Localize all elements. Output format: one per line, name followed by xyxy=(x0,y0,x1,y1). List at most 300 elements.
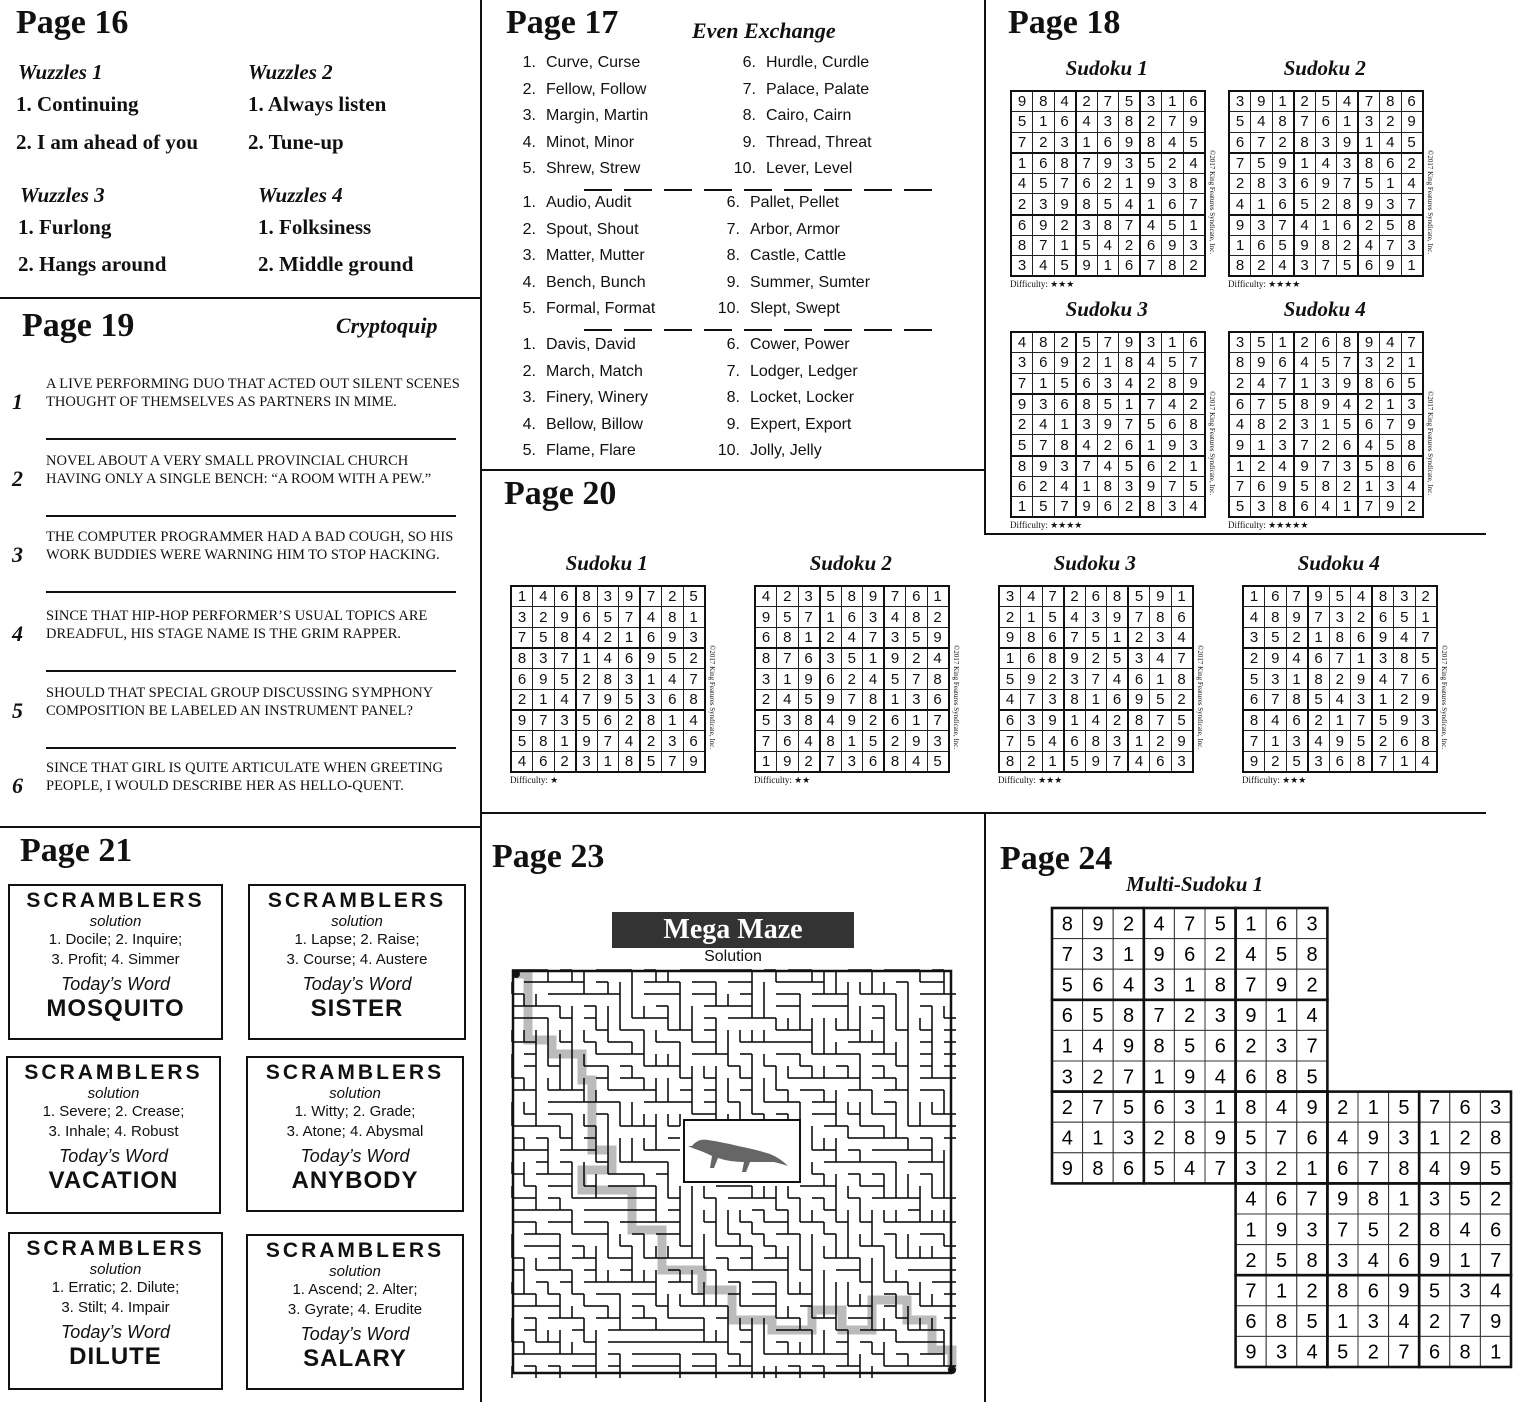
sudoku-cell: 6 xyxy=(798,648,820,669)
sudoku-cell: 1 xyxy=(1380,394,1402,415)
multi-sudoku-digit: 2 xyxy=(1398,1219,1410,1242)
sudoku-cell: 6 xyxy=(841,607,863,628)
separator-dash xyxy=(704,189,732,191)
multi-sudoku-digit: 7 xyxy=(1092,1096,1104,1119)
even-exchange-item xyxy=(502,54,640,72)
todays-word-label: Today’s Word xyxy=(300,1324,410,1344)
multi-sudoku-digit: 1 xyxy=(1490,1341,1502,1364)
sudoku-cell: 4 xyxy=(640,607,662,628)
sudoku-cell: 6 xyxy=(1251,235,1273,256)
sudoku-cell: 9 xyxy=(1380,256,1402,277)
sudoku-cell: 6 xyxy=(1119,435,1141,456)
sudoku-cell: 7 xyxy=(1042,586,1064,607)
sudoku-cell: 5 xyxy=(798,689,820,710)
sudoku-cell: 9 xyxy=(1415,689,1437,710)
sudoku-cell: 6 xyxy=(1021,648,1043,669)
sudoku-cell: 5 xyxy=(1097,194,1119,215)
sudoku-cell: 2 xyxy=(533,607,555,628)
multi-sudoku-digit: 3 xyxy=(1490,1096,1502,1119)
sudoku-cell: 9 xyxy=(755,607,777,628)
sudoku-cell: 3 xyxy=(1021,710,1043,731)
multi-sudoku-digit: 9 xyxy=(1245,1341,1257,1364)
sudoku-cell: 8 xyxy=(1380,456,1402,477)
sudoku-cell: 8 xyxy=(777,627,799,648)
sudoku-row xyxy=(755,627,949,648)
sudoku-cell: 8 xyxy=(1076,394,1098,415)
sudoku-cell: 1 xyxy=(1272,332,1294,353)
sudoku-cell: 9 xyxy=(1033,215,1055,236)
sudoku-cell: 9 xyxy=(1272,153,1294,174)
sudoku-cell: 1 xyxy=(1272,91,1294,112)
sudoku-cell: 9 xyxy=(1076,497,1098,518)
page-21-panel xyxy=(0,828,480,1402)
sudoku-cell: 7 xyxy=(640,586,662,607)
sudoku-cell: 9 xyxy=(1380,497,1402,518)
sudoku-cell: 6 xyxy=(884,710,906,731)
sudoku-row xyxy=(1243,648,1437,669)
sudoku-cell: 5 xyxy=(640,752,662,773)
multi-sudoku-digit: 9 xyxy=(1459,1158,1471,1181)
item-number: 10. xyxy=(717,300,740,318)
sudoku-cell: 3 xyxy=(1162,173,1184,194)
sudoku-cell: 9 xyxy=(1119,132,1141,153)
item-number: 2. xyxy=(522,220,536,238)
scramblers-answers-line-2: 3. Profit; 4. Simmer xyxy=(51,951,180,968)
sudoku-cell: 8 xyxy=(906,607,928,628)
sudoku-cell: 5 xyxy=(1033,497,1055,518)
sudoku-cell: 5 xyxy=(1162,353,1184,374)
sudoku-cell: 7 xyxy=(1076,153,1098,174)
sudoku-cell: 3 xyxy=(1415,710,1437,731)
sudoku-cell: 5 xyxy=(619,689,641,710)
sudoku-cell: 2 xyxy=(1229,373,1251,394)
multi-sudoku-digit: 9 xyxy=(1184,1066,1196,1089)
sudoku-cell: 3 xyxy=(1140,91,1162,112)
sudoku-row xyxy=(511,689,705,710)
sudoku-cell: 3 xyxy=(1251,497,1273,518)
multi-sudoku-digit: 3 xyxy=(1275,1035,1288,1058)
sudoku-cell: 7 xyxy=(1315,256,1337,277)
sudoku-cell: 3 xyxy=(999,586,1021,607)
sudoku-cell: 4 xyxy=(597,648,619,669)
sudoku-cell: 2 xyxy=(1011,194,1033,215)
sudoku-cell: 6 xyxy=(1033,153,1055,174)
sudoku-cell: 5 xyxy=(1162,215,1184,236)
sudoku-cell: 8 xyxy=(1329,627,1351,648)
sudoku-cell: 8 xyxy=(1140,497,1162,518)
sudoku-cell: 1 xyxy=(1337,112,1359,133)
multi-sudoku-digit: 1 xyxy=(1092,1127,1104,1150)
multi-sudoku-digit: 7 xyxy=(1367,1158,1379,1181)
wuzzles-4-answer-2: 2. Middle ground xyxy=(258,252,414,276)
sudoku-grid xyxy=(998,585,1194,773)
sudoku-cell: 1 xyxy=(1033,112,1055,133)
multi-sudoku-digit: 2 xyxy=(1092,1066,1104,1089)
sudoku-cell: 7 xyxy=(1401,194,1423,215)
sudoku-cell: 2 xyxy=(863,710,885,731)
sudoku-cell: 8 xyxy=(1042,648,1064,669)
sudoku-cell: 7 xyxy=(1401,332,1423,353)
sudoku-cell: 3 xyxy=(683,627,705,648)
sudoku-cell: 1 xyxy=(906,710,928,731)
sudoku-cell: 6 xyxy=(1272,194,1294,215)
sudoku-cell: 9 xyxy=(927,627,949,648)
sudoku-cell: 2 xyxy=(1337,476,1359,497)
sudoku-cell: 3 xyxy=(619,669,641,690)
item-number: 2. xyxy=(522,362,536,380)
sudoku-cell: 7 xyxy=(597,731,619,752)
scramblers-box xyxy=(246,1234,464,1390)
sudoku-cell: 3 xyxy=(1351,689,1373,710)
sudoku-cell: 5 xyxy=(1107,648,1129,669)
sudoku-grid xyxy=(510,585,706,773)
sudoku-row xyxy=(999,752,1193,773)
sudoku-cell: 3 xyxy=(1033,394,1055,415)
sudoku-cell: 1 xyxy=(1011,153,1033,174)
sudoku-cell: 4 xyxy=(1162,394,1184,415)
sudoku-cell: 4 xyxy=(798,731,820,752)
sudoku-cell: 7 xyxy=(1265,689,1287,710)
sudoku-cell: 2 xyxy=(1033,476,1055,497)
sudoku-cell: 9 xyxy=(1011,91,1033,112)
sudoku-title: Sudoku 2 xyxy=(1283,56,1366,80)
sudoku-cell: 9 xyxy=(1337,373,1359,394)
sudoku-row xyxy=(999,669,1193,690)
sudoku-cell: 3 xyxy=(1337,153,1359,174)
sudoku-cell: 5 xyxy=(511,731,533,752)
sudoku-cell: 2 xyxy=(1401,153,1423,174)
sudoku-cell: 6 xyxy=(1183,91,1205,112)
sudoku-cell: 5 xyxy=(1358,173,1380,194)
item-number: 6. xyxy=(726,194,740,211)
sudoku-cell: 5 xyxy=(1251,332,1273,353)
sudoku-cell: 8 xyxy=(1171,669,1193,690)
sudoku-cell: 4 xyxy=(1251,112,1273,133)
sudoku-cell: 7 xyxy=(755,731,777,752)
sudoku-row xyxy=(1243,627,1437,648)
multi-sudoku-digit: 1 xyxy=(1153,1066,1165,1089)
sudoku-cell: 1 xyxy=(619,627,641,648)
sudoku-cell: 3 xyxy=(798,586,820,607)
sudoku-cell: 7 xyxy=(1011,373,1033,394)
sudoku-cell: 9 xyxy=(841,710,863,731)
sudoku-cell: 5 xyxy=(1085,627,1107,648)
sudoku-cell: 2 xyxy=(999,607,1021,628)
sudoku-cell: 9 xyxy=(777,752,799,773)
sudoku-cell: 8 xyxy=(1272,112,1294,133)
multi-sudoku-digit: 5 xyxy=(1184,1035,1196,1058)
sudoku-cell: 9 xyxy=(1183,373,1205,394)
sudoku-cell: 1 xyxy=(863,648,885,669)
sudoku-cell: 5 xyxy=(1140,153,1162,174)
sudoku-cell: 2 xyxy=(1119,497,1141,518)
sudoku-cell: 1 xyxy=(1119,173,1141,194)
scramblers-answers-line-2: 3. Gyrate; 4. Erudite xyxy=(287,1301,423,1318)
item-number: 2. xyxy=(522,80,536,98)
sudoku-cell: 7 xyxy=(1358,91,1380,112)
sudoku-cell: 5 xyxy=(1394,607,1416,628)
multi-sudoku-digit: 6 xyxy=(1428,1341,1441,1364)
even-exchange-item xyxy=(706,247,846,265)
sudoku-cell: 6 xyxy=(1351,627,1373,648)
multi-sudoku-digit: 3 xyxy=(1092,943,1104,966)
sudoku-row xyxy=(755,731,949,752)
sudoku-cell: 4 xyxy=(533,586,555,607)
sudoku-cell: 5 xyxy=(1251,153,1273,174)
sudoku-title: Sudoku 3 xyxy=(1065,297,1148,321)
sudoku-cell: 2 xyxy=(511,689,533,710)
item-words: Minot, Minor xyxy=(546,133,635,151)
sudoku-grid xyxy=(754,585,950,773)
scramblers-answers-line-1: 1. Lapse; 2. Raise; xyxy=(294,931,420,948)
sudoku-cell: 2 xyxy=(1097,173,1119,194)
scramblers-answers-line-2: 3. Atone; 4. Abysmal xyxy=(286,1123,424,1140)
scramblers-heading: SCRAMBLERS xyxy=(265,1061,445,1084)
sudoku-difficulty: Difficulty: ★★ xyxy=(754,775,811,786)
sudoku-cell: 6 xyxy=(1358,256,1380,277)
sudoku-cell: 7 xyxy=(1251,394,1273,415)
sudoku-cell: 8 xyxy=(511,648,533,669)
cryptoquip-rule xyxy=(46,747,456,749)
sudoku-cell: 9 xyxy=(533,669,555,690)
sudoku-cell: 2 xyxy=(1315,194,1337,215)
sudoku-cell: 7 xyxy=(662,752,684,773)
sudoku-cell: 3 xyxy=(884,627,906,648)
sudoku-cell: 3 xyxy=(1401,235,1423,256)
sudoku-cell: 6 xyxy=(1011,215,1033,236)
sudoku-cell: 4 xyxy=(1097,235,1119,256)
even-exchange-item xyxy=(502,134,634,152)
sudoku-row xyxy=(1011,235,1205,256)
sudoku-cell: 1 xyxy=(662,710,684,731)
maze-solution-caption: Solution xyxy=(704,948,762,965)
sudoku-cell: 6 xyxy=(755,627,777,648)
multi-sudoku-digit: 8 xyxy=(1398,1158,1410,1181)
multi-sudoku-digit: 4 xyxy=(1459,1219,1471,1242)
sudoku-cell: 8 xyxy=(1054,153,1076,174)
sudoku-cell: 8 xyxy=(755,648,777,669)
sudoku-cell: 1 xyxy=(755,752,777,773)
sudoku-cell: 7 xyxy=(820,752,842,773)
sudoku-cell: 9 xyxy=(1265,648,1287,669)
item-words: Pallet, Pellet xyxy=(750,194,839,211)
sudoku-cell: 8 xyxy=(820,731,842,752)
sudoku-cell: 7 xyxy=(906,669,928,690)
multi-sudoku-digit: 6 xyxy=(1092,974,1104,997)
wuzzles-2-answer-2: 2. Tune-up xyxy=(248,130,344,154)
sudoku-cell: 5 xyxy=(1401,132,1423,153)
item-words: Finery, Winery xyxy=(546,389,648,407)
multi-sudoku-digit: 5 xyxy=(1153,1158,1165,1181)
multi-sudoku-digit: 2 xyxy=(1428,1311,1441,1334)
multi-sudoku-digit: 9 xyxy=(1122,1035,1135,1058)
sudoku-cell: 9 xyxy=(820,689,842,710)
copyright-notice: ©2017 King Features Syndicate, Inc. xyxy=(1439,645,1448,750)
sudoku-cell: 1 xyxy=(1021,607,1043,628)
sudoku-row xyxy=(1229,256,1423,277)
sudoku-difficulty: Difficulty: ★★★★ xyxy=(1010,520,1083,531)
item-number: 1. xyxy=(522,194,536,211)
sudoku-cell: 9 xyxy=(1128,689,1150,710)
sudoku-cell: 8 xyxy=(1265,607,1287,628)
sudoku-cell: 6 xyxy=(1162,194,1184,215)
sudoku-cell: 1 xyxy=(640,669,662,690)
sudoku-cell: 2 xyxy=(884,731,906,752)
sudoku-cell: 5 xyxy=(554,669,576,690)
multi-sudoku-digit: 4 xyxy=(1245,943,1257,966)
sudoku-cell: 5 xyxy=(1021,731,1043,752)
sudoku-cell: 5 xyxy=(1380,215,1402,236)
sudoku-cell: 1 xyxy=(1401,353,1423,374)
sudoku-row xyxy=(511,752,705,773)
sudoku-cell: 1 xyxy=(1294,373,1316,394)
multi-sudoku-digit: 8 xyxy=(1275,1066,1288,1089)
sudoku-cell: 7 xyxy=(1097,91,1119,112)
multi-sudoku-digit: 6 xyxy=(1306,1127,1318,1150)
sudoku-cell: 2 xyxy=(1251,456,1273,477)
sudoku-cell: 7 xyxy=(798,607,820,628)
sudoku-cell: 9 xyxy=(1033,456,1055,477)
sudoku-cell: 7 xyxy=(777,648,799,669)
sudoku-cell: 7 xyxy=(1140,394,1162,415)
sudoku-cell: 9 xyxy=(1272,476,1294,497)
sudoku-cell: 8 xyxy=(1097,215,1119,236)
multi-sudoku-digit: 9 xyxy=(1275,1219,1288,1242)
multi-sudoku-digit: 2 xyxy=(1245,1035,1257,1058)
multi-sudoku-digit: 4 xyxy=(1153,913,1165,936)
sudoku-cell: 7 xyxy=(1128,607,1150,628)
sudoku-cell: 6 xyxy=(906,586,928,607)
sudoku-cell: 1 xyxy=(1329,710,1351,731)
sudoku-cell: 2 xyxy=(1251,256,1273,277)
sudoku-cell: 2 xyxy=(1042,669,1064,690)
sudoku-cell: 3 xyxy=(1337,456,1359,477)
sudoku-row xyxy=(1011,256,1205,277)
sudoku-cell: 6 xyxy=(927,689,949,710)
even-exchange-item xyxy=(706,389,854,407)
item-number: 1. xyxy=(522,336,536,353)
multi-sudoku-digit: 2 xyxy=(1306,1280,1318,1303)
sudoku-cell: 2 xyxy=(1294,332,1316,353)
multi-sudoku-digit: 8 xyxy=(1275,1311,1288,1334)
multi-sudoku-digit: 1 xyxy=(1245,1219,1257,1242)
cryptoquip-heading: Cryptoquip xyxy=(336,313,438,338)
multi-sudoku-digit: 3 xyxy=(1306,913,1318,936)
sudoku-cell: 6 xyxy=(1294,497,1316,518)
sudoku-cell: 7 xyxy=(1337,173,1359,194)
multi-sudoku-digit: 1 xyxy=(1398,1188,1410,1211)
sudoku-cell: 3 xyxy=(841,752,863,773)
cryptoquip-number: 1 xyxy=(12,389,23,414)
sudoku-cell: 2 xyxy=(1351,607,1373,628)
multi-sudoku-digit: 9 xyxy=(1245,1005,1257,1028)
sudoku-cell: 4 xyxy=(1294,353,1316,374)
sudoku-cell: 4 xyxy=(841,627,863,648)
sudoku-cell: 7 xyxy=(1351,710,1373,731)
sudoku-cell: 3 xyxy=(1329,607,1351,628)
multi-sudoku-digit: 5 xyxy=(1122,1096,1135,1119)
multi-sudoku-digit: 9 xyxy=(1275,974,1288,997)
separator-dash xyxy=(664,189,692,191)
multi-sudoku-digit: 9 xyxy=(1153,943,1165,966)
multi-sudoku-digit: 6 xyxy=(1367,1280,1379,1303)
sudoku-cell: 3 xyxy=(820,648,842,669)
sudoku-row xyxy=(1229,215,1423,236)
sudoku-cell: 1 xyxy=(1162,91,1184,112)
sudoku-cell: 5 xyxy=(662,648,684,669)
sudoku-cell: 6 xyxy=(1286,710,1308,731)
multi-sudoku-digit: 1 xyxy=(1245,913,1257,936)
separator-dash xyxy=(624,189,652,191)
sudoku-row xyxy=(1011,194,1205,215)
sudoku-cell: 5 xyxy=(576,710,598,731)
sudoku-cell: 3 xyxy=(1140,332,1162,353)
even-exchange-item xyxy=(706,363,858,381)
sudoku-cell: 2 xyxy=(1308,710,1330,731)
sudoku-row xyxy=(1229,235,1423,256)
sudoku-row xyxy=(1011,91,1205,112)
sudoku-cell: 7 xyxy=(554,648,576,669)
sudoku-cell: 6 xyxy=(777,731,799,752)
separator-dash xyxy=(784,329,812,331)
multi-sudoku-digit: 1 xyxy=(1428,1127,1441,1150)
sudoku-cell: 8 xyxy=(863,689,885,710)
multi-sudoku-digit: 7 xyxy=(1153,1005,1165,1028)
sudoku-cell: 5 xyxy=(1097,394,1119,415)
sudoku-cell: 2 xyxy=(1329,669,1351,690)
sudoku-cell: 9 xyxy=(1140,476,1162,497)
todays-word: SISTER xyxy=(310,995,404,1022)
multi-sudoku-digit: 9 xyxy=(1490,1311,1502,1334)
multi-sudoku-digit: 7 xyxy=(1245,974,1257,997)
sudoku-cell: 3 xyxy=(1171,752,1193,773)
scramblers-box xyxy=(6,1056,221,1214)
sudoku-row xyxy=(999,710,1193,731)
sudoku-cell: 6 xyxy=(1315,332,1337,353)
cryptoquip-answer: SHOULD THAT SPECIAL GROUP DISCUSSING SYMPHONY COMPOSITION BE LABELED AN INSTRUMENT PANEL? xyxy=(46,685,433,719)
sudoku-cell: 5 xyxy=(755,710,777,731)
sudoku-cell: 4 xyxy=(1337,91,1359,112)
sudoku-cell: 9 xyxy=(906,731,928,752)
even-exchange-item xyxy=(502,81,646,99)
copyright-notice: ©2017 King Features Syndicate, Inc. xyxy=(1207,150,1216,255)
page-16-title: Page 16 xyxy=(16,4,129,41)
sudoku-cell: 4 xyxy=(576,627,598,648)
even-exchange-item xyxy=(706,416,851,434)
sudoku-cell: 3 xyxy=(1372,648,1394,669)
sudoku-row xyxy=(511,731,705,752)
sudoku-cell: 3 xyxy=(533,648,555,669)
sudoku-cell: 3 xyxy=(1064,669,1086,690)
multi-sudoku-digit: 2 xyxy=(1122,913,1135,936)
multi-sudoku-digit: 6 xyxy=(1275,913,1288,936)
sudoku-row xyxy=(1011,373,1205,394)
sudoku-cell: 2 xyxy=(1085,648,1107,669)
sudoku-cell: 2 xyxy=(1243,648,1265,669)
sudoku-cell: 4 xyxy=(1021,586,1043,607)
sudoku-cell: 4 xyxy=(1140,353,1162,374)
sudoku-row xyxy=(999,607,1193,628)
sudoku-cell: 6 xyxy=(1265,586,1287,607)
sudoku-row xyxy=(1011,132,1205,153)
item-number: 4. xyxy=(522,415,536,433)
sudoku-cell: 9 xyxy=(1042,710,1064,731)
sudoku-cell: 7 xyxy=(533,710,555,731)
sudoku-cell: 7 xyxy=(1119,215,1141,236)
multi-sudoku-digit: 3 xyxy=(1306,1219,1318,1242)
todays-word: DILUTE xyxy=(69,1343,162,1370)
sudoku-cell: 6 xyxy=(1042,627,1064,648)
